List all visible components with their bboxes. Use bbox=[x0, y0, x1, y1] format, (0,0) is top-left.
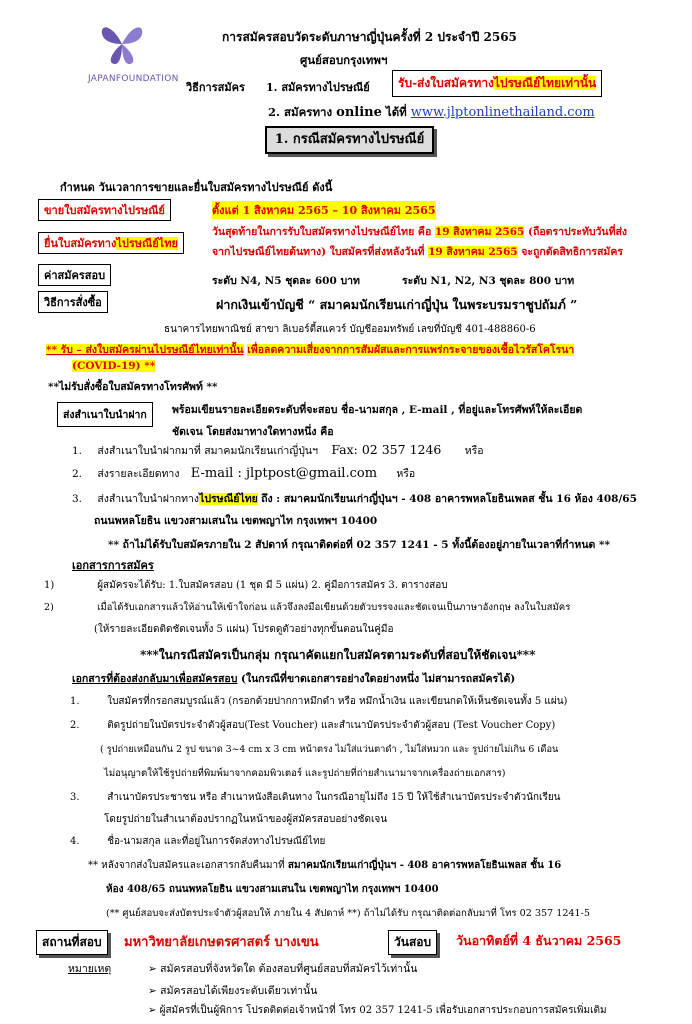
exam-date-value: วันอาทิตย์ที่ 4 ธันวาคม 2565 bbox=[456, 933, 622, 948]
no-phone-order: **ไม่รับสั่งซื้อใบสมัครทางโทรศัพท์ ** bbox=[48, 381, 218, 393]
method1-note-box bbox=[392, 70, 602, 97]
send-item-1 bbox=[72, 442, 484, 459]
method2-prefix: 2. สมัครทาง bbox=[268, 105, 333, 119]
method2-online: online bbox=[336, 105, 382, 120]
send-item-2-tail: หรือ bbox=[396, 468, 416, 480]
send-item-2 bbox=[72, 465, 415, 482]
remark-item-2-text: สมัครสอบได้เพียงระดับเดียวเท่านั้น bbox=[160, 985, 318, 997]
fee-n4-n5: ระดับ N4, N5 ชุดละ 600 บาท bbox=[212, 275, 360, 287]
return-note1-a: ** หลังจากส่งใบสมัครและเอกสารกลับคืนมาที่ bbox=[88, 860, 285, 871]
return-item-3-num: 3. bbox=[70, 792, 80, 803]
return-docs-heading-rest: (ในกรณีที่ขาดเอกสารอย่างใดอย่างหนึ่ง ไม่สามารถสมัครได้) bbox=[241, 673, 516, 685]
covid-note-rest: เพื่อลดความเสี่ยงจากการสัมผัสและการแพร่กระจายของเชื้อไวรัสโคโรนา bbox=[247, 344, 575, 356]
return-item-3-line2: โดยรูปถ่ายในสำเนาต้องปรากฏในหน้าของผู้สมัครสอบอย่างชัดเจน bbox=[104, 814, 388, 825]
return-item-2-line1: ติดรูปถ่ายในบัตรประจำตัวผู้สอบ(Test Voucher) และสำเนาบัตรประจำตัวผู้สอบ (Test Voucher Copy) bbox=[107, 720, 556, 731]
arrow-icon: ➢ bbox=[148, 963, 157, 975]
return-item-3-line1: สำเนาบัตรประชาชน หรือ สำเนาหนังสือเดินทาง ในกรณีอายุไม่ถึง 15 ปี ให้ใช้สำเนาบัตรประจำตัวนักเรียน bbox=[107, 792, 561, 803]
return-item-2-num: 2. bbox=[70, 720, 80, 731]
remarks-label: หมายเหตุ bbox=[68, 963, 112, 975]
group-note: ***ในกรณีสมัครเป็นกลุ่ม กรุณาคัดแยกใบสมัครตามระดับที่สอบให้ชัดเจน*** bbox=[140, 648, 536, 662]
section1-intro: กำหนด วันเวลาการขายและยื่นใบสมัครทางไปรษณีย์ ดังนี้ bbox=[60, 181, 333, 194]
sale-period: ตั้งแต่ 1 สิงหาคม 2565 – 10 สิงหาคม 2565 bbox=[212, 201, 436, 219]
submit-deadline-line1 bbox=[212, 223, 627, 240]
covid-note-highlight: ** รับ – ส่งใบสมัครผ่านไปรษณีย์ไทยเท่านั้น bbox=[46, 344, 244, 356]
fax-number: Fax: 02 357 1246 bbox=[331, 442, 442, 457]
arrow-icon: ➢ bbox=[148, 1005, 157, 1016]
exam-center: ศูนย์สอบกรุงเทพฯ bbox=[300, 53, 388, 67]
return-item-4 bbox=[70, 834, 325, 849]
send-item-3-highlight: ไปรษณีย์ไทย bbox=[199, 493, 258, 505]
submit-line2-date: 19 สิงหาคม 2565 bbox=[428, 246, 518, 258]
fee-label: ค่าสมัครสอบ bbox=[38, 264, 111, 286]
send-desc2: ชัดเจน โดยส่งมาทางใดทางหนึ่ง คือ bbox=[172, 426, 334, 438]
send-item-3-num: 3. bbox=[72, 493, 83, 505]
method-label: วิธีการสมัคร bbox=[186, 81, 245, 94]
return-item-1 bbox=[70, 694, 567, 709]
submit-line1-b: (ถือตราประทับวันที่ส่ง bbox=[528, 226, 628, 238]
venue-value: มหาวิทยาลัยเกษตรศาสตร์ บางเขน bbox=[124, 935, 319, 950]
send-item-1-tail: หรือ bbox=[464, 445, 484, 457]
send-item-1-text: ส่งสำเนาใบนำฝากมาที่ สมาคมนักเรียนเก่าญี่ปุ่นฯ bbox=[97, 445, 318, 457]
email-address[interactable]: E-mail : jlptpost@gmail.com bbox=[190, 466, 378, 481]
docs-heading: เอกสารการสมัคร bbox=[72, 559, 154, 572]
return-item-2 bbox=[70, 718, 555, 733]
exam-date-label: วันสอบ bbox=[388, 930, 437, 955]
submit-label-highlight: ไปรษณีย์ไทย bbox=[116, 237, 178, 250]
send-item-3-post: ถึง : สมาคมนักเรียนเก่าญี่ปุ่นฯ - 408 อาคารพหลโยธินเพลส ชั้น 16 ห้อง 408/65 bbox=[261, 493, 637, 505]
return-item-2-line2: ( รูปถ่ายเหมือนกัน 2 รูป ขนาด 3~4 cm x 3 cm หน้าตรง ไม่ใส่แว่นตาดำ , ไม่ใส่หมวก และ รูปถ่ายไม่เกิน 6 เดือน bbox=[100, 744, 559, 755]
remark-item-1-text: สมัครสอบที่จังหวัดใด ต้องสอบที่ศูนย์สอบที่สมัครไว้เท่านั้น bbox=[160, 963, 418, 975]
covid-note bbox=[46, 341, 574, 358]
logo-text: JAPANFOUNDATION bbox=[88, 74, 179, 84]
submit-line2-a: จากไปรษณีย์ไทยต้นทาง) ใบสมัครที่ส่งหลังวันที่ bbox=[212, 246, 425, 258]
order-label: วิธีการสั่งซื้อ bbox=[38, 291, 108, 313]
return-note2: (** ศูนย์สอบจะส่งบัตรประจำตัวผู้สอบให้ ภายใน 4 สัปดาห์ **) ถ้าไม่ได้รับ กรุณาติดต่อกลับมาที่ โทร 02 357 1241-5 bbox=[106, 908, 590, 919]
method2-mid: ได้ที่ bbox=[385, 105, 407, 119]
submit-line2-b: จะถูกตัดสิทธิการสมัคร bbox=[521, 246, 623, 258]
method1-text: 1. สมัครทางไปรษณีย์ bbox=[266, 81, 370, 94]
remark-item-1 bbox=[148, 960, 417, 977]
bank-details: ธนาคารไทยพาณิชย์ สาขา ลิเบอร์ตี้สแควร์ บัญชีออมทรัพย์ เลขที่บัญชี 401-488860-6 bbox=[164, 324, 536, 335]
page-title: การสมัครสอบวัดระดับภาษาญี่ปุ่นครั้งที่ 2 ประจำปี 2565 bbox=[222, 30, 517, 44]
method1-note-prefix: รับ-ส่งใบสมัครทาง bbox=[398, 76, 494, 90]
venue-label: สถานที่สอบ bbox=[36, 930, 108, 955]
send-item-2-text: ส่งรายละเอียดทาง bbox=[97, 468, 180, 480]
submit-line1-a: วันสุดท้ายในการรับใบสมัครทางไปรษณีย์ไทย คือ bbox=[212, 226, 432, 238]
return-docs-heading bbox=[72, 670, 515, 687]
return-item-4-num: 4. bbox=[70, 836, 80, 847]
send-desc1: พร้อมเขียนรายละเอียดระดับที่จะสอบ ชื่อ-นามสกุล , E-mail , ที่อยู่และโทรศัพท์ให้ละเอียด bbox=[172, 404, 583, 416]
sale-label: ขายใบสมัครทางไปรษณีย์ bbox=[38, 199, 171, 221]
docs-item-2-line2: (ให้รายละเอียดติดชัดเจนทั้ง 5 แผ่น) โปรดดูตัวอย่างทุกขั้นตอนในคู่มือ bbox=[94, 624, 394, 635]
arrow-icon: ➢ bbox=[148, 985, 157, 997]
docs-item-2-num: 2) bbox=[44, 602, 54, 613]
return-item-2-line3: ไม่อนุญาตให้ใช้รูปถ่ายที่พิมพ์มาจากคอมพิวเตอร์ และรูปถ่ายที่ถ่ายสำเนามาจากเครื่องถ่ายเอกสาร) bbox=[104, 768, 506, 779]
section1-title: 1. กรณีสมัครทางไปรษณีย์ bbox=[265, 126, 434, 154]
covid-note-line2: (COVID-19) ** bbox=[72, 360, 156, 372]
docs-item-2-text: เมื่อได้รับเอกสารแล้วให้อ่านให้เข้าใจก่อน แล้วจึงลงมือเขียนด้วยตัวบรรจงและชัดเจนเป็นภาษาอังกฤษ ลงในใบสมัคร bbox=[97, 602, 571, 613]
japan-foundation-logo-icon bbox=[96, 20, 148, 68]
send-note: ** ถ้าไม่ได้รับใบสมัครภายใน 2 สัปดาห์ กรุณาติดต่อที่ 02 357 1241 - 5 ทั้งนี้ต้องอยู่ภายในเวลาที่กำหนด ** bbox=[108, 539, 610, 551]
return-note1-line2: ห้อง 408/65 ถนนพหลโยธิน แขวงสามเสนใน เขตพญาไท กรุงเทพฯ 10400 bbox=[106, 884, 439, 895]
fee-n1-n3: ระดับ N1, N2, N3 ชุดละ 800 บาท bbox=[402, 275, 575, 287]
send-item-3 bbox=[72, 490, 637, 507]
return-note1 bbox=[88, 858, 561, 873]
online-url-link[interactable]: www.jlptonlinethailand.com bbox=[410, 105, 595, 120]
submit-label-prefix: ยื่นใบสมัครทาง bbox=[44, 237, 117, 250]
return-item-1-line1: ใบสมัครที่กรอกสมบูรณ์แล้ว (กรอกด้วยปากกาหมึกดำ หรือ หมึกน้ำเงิน และเขียนกดให้เห็นชัดเจนทั้ง 5 แผ่น) bbox=[107, 696, 568, 707]
submit-line1-date: 19 สิงหาคม 2565 bbox=[434, 226, 525, 238]
docs-item-1-text: ผู้สมัครจะได้รับ: 1.ใบสมัครสอบ (1 ชุด มี 5 แผ่น) 2. คู่มือการสมัคร 3. ตารางสอบ bbox=[97, 580, 448, 591]
return-item-4-line1: ชื่อ-นามสกุล และที่อยู่ในการจัดส่งทางไปรษณีย์ไทย bbox=[107, 836, 326, 847]
submit-label bbox=[38, 232, 184, 254]
remark-item-3-text: ผู้สมัครที่เป็นผู้พิการ โปรดติดต่อเจ้าหน้าที่ โทร 02 357 1241-5 เพื่อรับเอกสารประกอบการสมัครเพิ่มเติม bbox=[159, 1005, 607, 1016]
remark-item-3 bbox=[148, 1003, 607, 1018]
return-item-1-num: 1. bbox=[70, 696, 80, 707]
send-label: ส่งสำเนาใบนำฝาก bbox=[57, 402, 153, 427]
send-item-3-line2: ถนนพหลโยธิน แขวงสามเสนใน เขตพญาไท กรุงเทพฯ 10400 bbox=[94, 515, 378, 527]
method1-note-highlight: ไปรษณีย์ไทยเท่านั้น bbox=[493, 76, 597, 90]
method2-line bbox=[268, 104, 595, 122]
return-item-3 bbox=[70, 790, 561, 805]
docs-item-2 bbox=[44, 600, 570, 615]
return-note1-b: สมาคมนักเรียนเก่าญี่ปุ่นฯ - 408 อาคารพหลโยธินเพลส ชั้น 16 bbox=[287, 860, 562, 871]
send-item-1-num: 1. bbox=[72, 445, 83, 457]
order-account: ฝากเงินเข้าบัญชี “ สมาคมนักเรียนเก่าญี่ปุ่น ในพระบรมราชูปถัมภ์ ” bbox=[216, 297, 578, 312]
remark-item-2 bbox=[148, 982, 317, 999]
send-item-3-pre: ส่งสำเนาใบนำฝากทาง bbox=[97, 493, 200, 505]
docs-item-1-num: 1) bbox=[44, 580, 55, 591]
submit-deadline-line2 bbox=[212, 243, 623, 260]
docs-item-1 bbox=[44, 578, 448, 593]
return-docs-heading-main: เอกสารที่ต้องส่งกลับมาเพื่อสมัครสอบ bbox=[72, 673, 238, 685]
send-item-2-num: 2. bbox=[72, 468, 83, 480]
